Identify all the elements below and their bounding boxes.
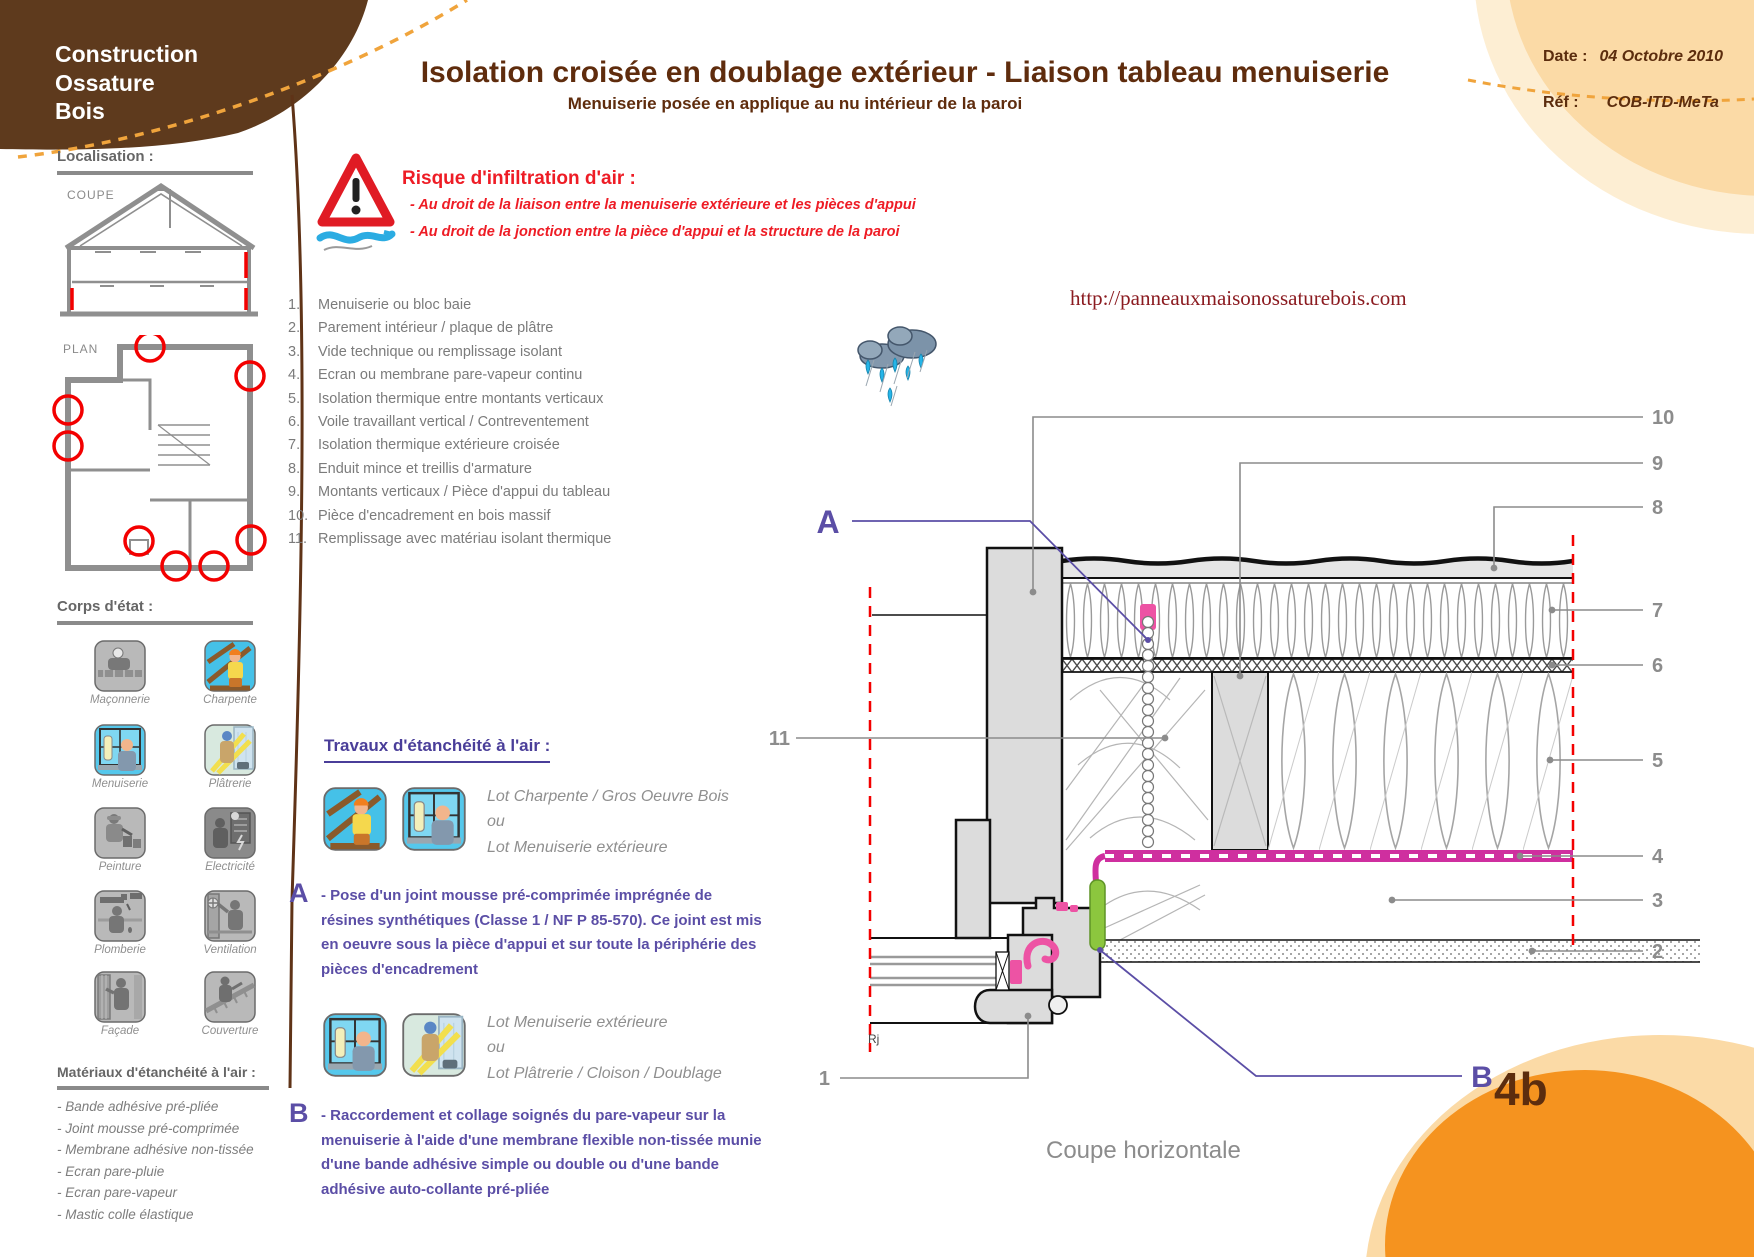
legend-list — [288, 294, 708, 551]
date-blob — [1468, 0, 1754, 234]
warning-title: Risque d'infiltration d'air : — [402, 168, 636, 189]
vapour-barrier-membrane — [1095, 850, 1573, 882]
legend-num: 10. — [288, 507, 309, 524]
lot2-platrerie-icon — [402, 1013, 466, 1077]
trade-label: Plâtrerie — [208, 778, 252, 790]
legend-num: 11. — [288, 531, 308, 548]
trade-platrerie — [175, 724, 285, 790]
trade-label: Façade — [100, 1025, 140, 1037]
ref-label: Réf : — [1543, 94, 1579, 111]
legend-text: Montants verticaux / Pièce d'appui du tableau — [318, 484, 611, 501]
legend-text: Isolation thermique extérieure croisée — [318, 437, 560, 454]
para-b-text: - Raccordement et collage soignés du pare-vapeur sur la menuiserie à l'aide d'une membrane flexible non-tissée munie d'une bande adhésive simple ou double ou d'une bande adhésive auto-collante pré-pliée — [321, 1107, 762, 1198]
ref-row — [1543, 94, 1719, 112]
legend-num: 3. — [288, 343, 301, 360]
infill-sketch — [1066, 676, 1208, 940]
callout-label-2: 2 — [1652, 941, 1664, 963]
material-item: - Joint mousse pré-comprimée — [57, 1120, 240, 1136]
legend-num: 8. — [288, 460, 301, 477]
legend-num: 1. — [288, 297, 301, 313]
para-a-text: - Pose d'un joint mousse pré-comprimée imprégnée de résines synthétiques (Classe 1 / NF P 85-570). Ce joint est mis en oeuvre sous la pièce d'appui et sur toute la périphérie des pièces d'encadrement — [321, 887, 762, 978]
warning-icon — [314, 150, 398, 260]
menuiserie-icon — [94, 724, 146, 776]
trade-label: Electricité — [205, 861, 255, 873]
legend-item — [288, 458, 708, 481]
exterior-insulation-layer — [1062, 583, 1573, 658]
logo-line-2: Ossature — [55, 69, 155, 96]
trade-peinture — [65, 807, 175, 873]
page-title: Isolation croisée en doublage extérieur - Liaison tableau menuiserie — [420, 56, 1390, 89]
trade-plomberie — [65, 890, 175, 956]
ventilation-icon — [204, 890, 256, 942]
pagenum-blob — [1365, 1035, 1754, 1257]
logo-line-1: Construction — [55, 41, 199, 67]
material-item: - Bande adhésive pré-pliée — [57, 1099, 219, 1114]
travaux-title: Travaux d'étanchéité à l'air : — [324, 736, 550, 763]
trade-label: Plomberie — [94, 944, 146, 956]
lot2-line-1: Lot Menuiserie extérieure — [487, 1014, 668, 1031]
legend-item — [288, 341, 708, 364]
lot2-text — [487, 1010, 722, 1086]
trade-facade — [65, 971, 175, 1037]
coupe-drawing — [50, 182, 262, 324]
material-item: - Membrane adhésive non-tissée — [57, 1142, 254, 1157]
trade-charpente — [175, 640, 285, 706]
plomberie-icon — [94, 890, 146, 942]
plan-drawing — [50, 335, 268, 583]
trade-label: Menuiserie — [91, 778, 149, 790]
legend-text: Menuiserie ou bloc baie — [318, 297, 472, 313]
lot2-line-2: ou — [487, 1039, 505, 1057]
diagram-label-b: B — [1471, 1061, 1493, 1094]
lot1-line-2: ou — [487, 813, 505, 831]
callout-label-6: 6 — [1652, 655, 1664, 677]
cavity-insulation-layer — [1268, 672, 1573, 850]
localisation-rule — [57, 171, 253, 175]
corps-rule — [57, 621, 253, 625]
material-item: - Ecran pare-pluie — [57, 1163, 165, 1179]
electricite-icon — [204, 807, 256, 859]
callout-label-1: 1 — [818, 1068, 830, 1090]
maconnerie-icon — [94, 640, 146, 692]
legend-num: 6. — [288, 414, 301, 431]
callout-label-10: 10 — [1652, 407, 1675, 429]
legend-num: 2. — [288, 320, 301, 337]
legend-item — [288, 528, 708, 551]
trade-menuiserie — [65, 724, 175, 790]
legend-item — [288, 411, 708, 434]
date-label: Date : — [1543, 48, 1588, 65]
logo-line-3: Bois — [55, 98, 105, 124]
warning-line-2: - Au droit de la jonction entre la pièce d'appui et la structure de la paroi — [410, 224, 900, 240]
corps-title: Corps d'état : — [57, 598, 154, 615]
frame-jamb-timber — [987, 548, 1062, 903]
legend-item — [288, 505, 708, 528]
callout-label-9: 9 — [1652, 453, 1664, 475]
callout-label-7: 7 — [1652, 600, 1664, 622]
page-subtitle: Menuiserie posée en applique au nu intérieur de la paroi — [567, 94, 1023, 113]
diagram-caption: Coupe horizontale — [1046, 1137, 1241, 1164]
legend-text: Enduit mince et treillis d'armature — [318, 460, 532, 477]
trade-ventilation — [175, 890, 285, 956]
legend-num: 5. — [288, 390, 301, 407]
materials-rule — [57, 1086, 269, 1090]
lot1-menuiserie-icon — [402, 787, 466, 851]
platrerie-icon — [204, 724, 256, 776]
roller-detail — [1049, 996, 1067, 1014]
legend-num: 7. — [288, 437, 301, 454]
rj-annotation: Rj — [868, 1032, 880, 1046]
rain-cloud-icon — [858, 327, 936, 406]
lot1-line-1: Lot Charpente / Gros Oeuvre Bois — [487, 788, 729, 805]
page-number: 4b — [1494, 1063, 1548, 1115]
trade-label: Peinture — [98, 861, 142, 873]
trade-maconnerie — [65, 640, 175, 706]
facade-icon — [94, 971, 146, 1023]
localisation-title: Localisation : — [57, 148, 154, 165]
material-item: - Mastic colle élastique — [57, 1206, 194, 1222]
legend-num: 9. — [288, 484, 301, 501]
callout-label-3: 3 — [1652, 890, 1664, 912]
callout-label-8: 8 — [1652, 497, 1664, 519]
materials-list — [57, 1096, 254, 1225]
legend-item — [288, 481, 708, 504]
legend-text: Remplissage avec matériau isolant thermique — [318, 531, 612, 548]
legend-text: Pièce d'encadrement en bois massif — [318, 507, 551, 524]
trade-electricite — [175, 807, 285, 873]
callout-label-11: 11 — [768, 728, 790, 750]
lot2-menuiserie-icon — [323, 1013, 387, 1077]
date-row — [1543, 48, 1723, 66]
lot1-line-3: Lot Menuiserie extérieure — [487, 838, 668, 856]
legend-text: Ecran ou membrane pare-vapeur continu — [318, 367, 583, 384]
callout-label-4: 4 — [1652, 846, 1664, 868]
legend-item — [288, 364, 708, 387]
peinture-icon — [94, 807, 146, 859]
callout-label-5: 5 — [1652, 750, 1664, 772]
legend-text: Parement intérieur / plaque de plâtre — [318, 320, 554, 337]
brand-logo — [55, 40, 198, 126]
trade-label: Charpente — [203, 694, 257, 706]
diagram-label-a: A — [816, 504, 840, 540]
date-value: 04 Octobre 2010 — [1599, 48, 1724, 65]
legend-num: 4. — [288, 367, 301, 384]
materials-title: Matériaux d'étanchéité à l'air : — [57, 1064, 256, 1080]
trade-label: Ventilation — [203, 944, 257, 956]
trade-couverture — [175, 971, 285, 1037]
warning-line-1: - Au droit de la liaison entre la menuiserie extérieure et les pièces d'appui — [410, 197, 916, 213]
legend-text: Voile travaillant vertical / Contreventement — [318, 414, 589, 431]
legend-item — [288, 388, 708, 411]
plan-label: PLAN — [63, 342, 99, 356]
para-a-letter: A — [289, 878, 309, 908]
lot1-charpente-icon — [323, 787, 387, 851]
trade-label: Maçonnerie — [89, 694, 151, 706]
website-url: http://panneauxmaisonossaturebois.com — [1070, 286, 1407, 310]
lot1-text — [487, 784, 729, 860]
legend-item — [288, 317, 708, 340]
ref-value: COB-ITD-MeTa — [1606, 94, 1719, 111]
material-item: - Ecran pare-vapeur — [57, 1185, 178, 1200]
lot2-line-3: Lot Plâtrerie / Cloison / Doublage — [487, 1064, 722, 1082]
legend-text: Vide technique ou remplissage isolant — [318, 343, 562, 360]
trade-label: Couverture — [201, 1025, 259, 1037]
para-b-letter: B — [289, 1098, 309, 1128]
coupe-label: COUPE — [67, 188, 115, 202]
legend-text: Isolation thermique entre montants verticaux — [318, 390, 604, 407]
compressed-joint-green — [1090, 880, 1105, 950]
legend-item — [288, 434, 708, 457]
legend-item — [288, 294, 708, 317]
couverture-icon — [204, 971, 256, 1023]
charpente-icon — [204, 640, 256, 692]
column-divider — [290, 95, 302, 1088]
bracing-panel-layer — [1062, 659, 1573, 672]
